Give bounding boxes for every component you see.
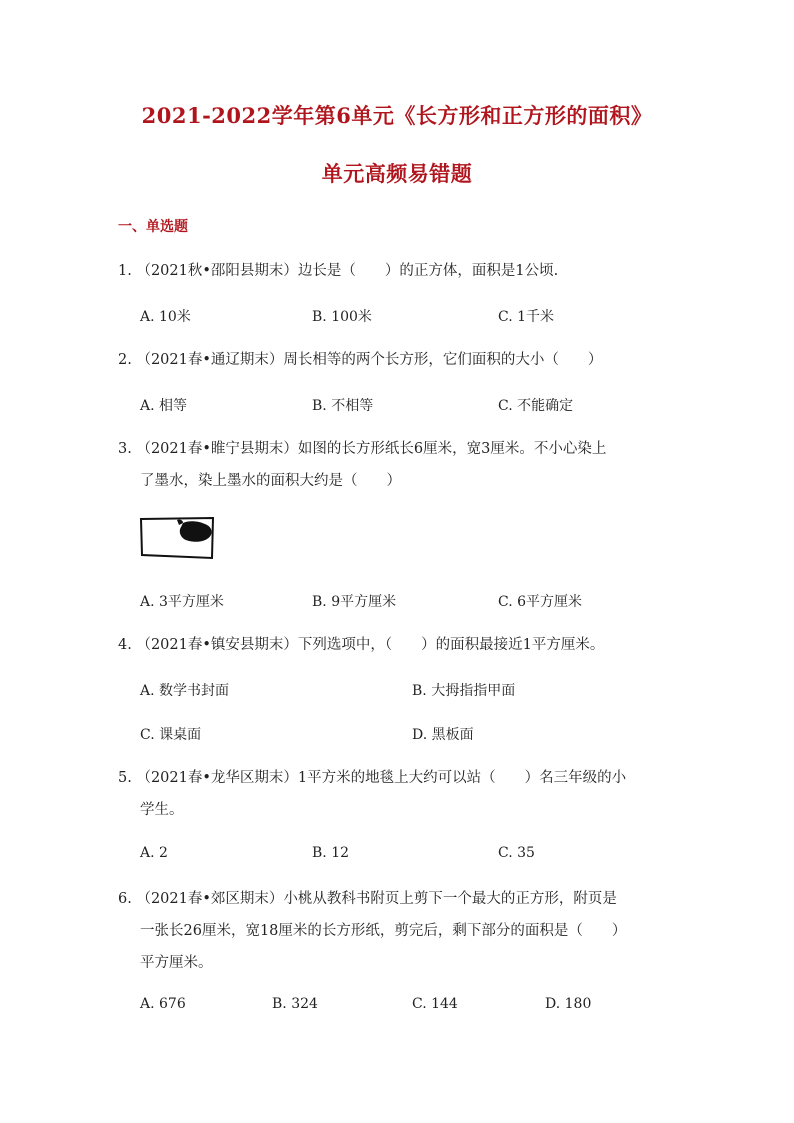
question-3-option-c: C. 6平方厘米 xyxy=(498,594,583,610)
question-3-text-line2: 了墨水，染上墨水的面积大约是（ ） xyxy=(140,473,401,489)
question-5-option-a: A. 2 xyxy=(140,845,168,861)
question-6-option-b: B. 324 xyxy=(272,996,318,1012)
question-6-option-c: C. 144 xyxy=(412,996,458,1012)
question-4-option-c: C. 课桌面 xyxy=(140,727,202,743)
question-6-text-line1: 6. （2021春•郊区期末）小桃从教科书附页上剪下一个最大的正方形，附页是 xyxy=(118,891,617,907)
ink-stained-rectangle-figure xyxy=(139,515,217,561)
question-1-option-b: B. 100米 xyxy=(312,309,372,325)
question-2-option-b: B. 不相等 xyxy=(312,398,374,414)
question-5 xyxy=(118,765,688,823)
question-6-text-line2: 一张长26厘米，宽18厘米的长方形纸，剪完后，剩下部分的面积是（ ） xyxy=(140,923,627,939)
question-5-text-line1: 5. （2021春•龙华区期末）1平方米的地毯上大约可以站（ ）名三年级的小 xyxy=(118,770,627,786)
question-6-option-a: A. 676 xyxy=(140,996,186,1012)
question-5-option-b: B. 12 xyxy=(312,845,350,861)
question-6-option-d: D. 180 xyxy=(545,996,592,1012)
question-2 xyxy=(118,347,688,373)
question-4-option-d: D. 黑板面 xyxy=(412,727,474,743)
question-5-option-c: C. 35 xyxy=(498,845,535,861)
question-2-option-c: C. 不能确定 xyxy=(498,398,574,414)
question-2-option-a: A. 相等 xyxy=(140,398,188,414)
question-1-text: 1. （2021秋•邵阳县期末）边长是（ ）的正方体，面积是1公顷. xyxy=(118,263,559,279)
question-2-text: 2. （2021春•通辽期末）周长相等的两个长方形，它们面积的大小（ ） xyxy=(118,352,603,368)
question-1-option-c: C. 1千米 xyxy=(498,309,555,325)
document-title-line2: 单元高频易错题 xyxy=(321,161,473,186)
question-5-text-line2: 学生。 xyxy=(140,802,184,818)
question-4-option-a: A. 数学书封面 xyxy=(140,683,230,699)
document-title-line1: 2021-2022学年第6单元《长方形和正方形的面积》 xyxy=(141,103,653,128)
question-6-text-line3: 平方厘米。 xyxy=(140,955,213,971)
question-4 xyxy=(118,632,688,658)
question-6 xyxy=(118,886,688,976)
question-3-option-b: B. 9平方厘米 xyxy=(312,594,397,610)
question-4-option-b: B. 大拇指指甲面 xyxy=(412,683,516,699)
section-heading-single-choice: 一、单选题 xyxy=(118,219,188,235)
question-3-text-line1: 3. （2021春•睢宁县期末）如图的长方形纸长6厘米，宽3厘米。不小心染上 xyxy=(118,441,607,457)
question-1 xyxy=(118,258,688,284)
question-1-option-a: A. 10米 xyxy=(140,309,191,325)
question-3-option-a: A. 3平方厘米 xyxy=(140,594,224,610)
question-4-text: 4. （2021春•镇安县期末）下列选项中，（ ）的面积最接近1平方厘米。 xyxy=(118,637,605,653)
question-3 xyxy=(118,436,688,494)
